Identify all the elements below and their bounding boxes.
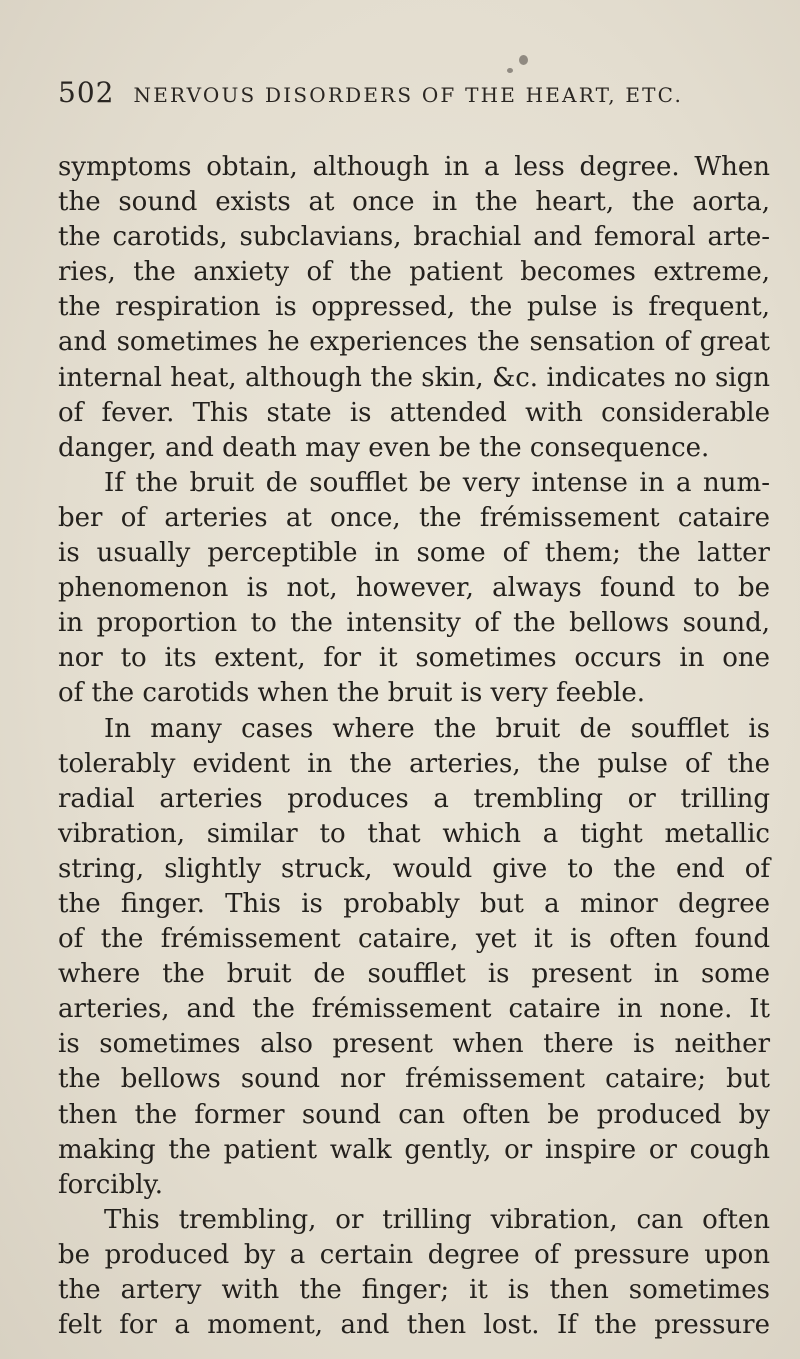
ink-blemish	[519, 55, 528, 65]
text-line: danger, and death may even be the consequence.	[58, 432, 710, 463]
body-text	[58, 150, 770, 1343]
text-line: radial arteries produces a trembling or trilling	[58, 783, 770, 814]
text-line: making the patient walk gently, or inspire or cough	[58, 1134, 770, 1165]
text-line: tolerably evident in the arteries, the pulse of the	[58, 748, 770, 779]
text-line: string, slightly struck, would give to the end of	[58, 853, 770, 884]
running-head-title: NERVOUS DISORDERS OF THE HEART, ETC.	[133, 83, 684, 107]
text-line: nor to its extent, for it sometimes occurs in one	[58, 643, 770, 674]
text-line: then the former sound can often be produced by	[58, 1099, 770, 1130]
text-line: the finger. This is probably but a minor degree	[58, 888, 770, 919]
text-line: is usually perceptible in some of them; the latter	[58, 538, 770, 569]
ink-blemish	[507, 68, 513, 73]
text-line: the artery with the finger; it is then sometimes	[58, 1275, 770, 1305]
text-line: ries, the anxiety of the patient becomes extreme,	[58, 257, 770, 288]
text-line: the carotids, subclavians, brachial and femoral arte-	[58, 222, 770, 253]
text-line: forcibly.	[58, 1169, 164, 1200]
paragraph	[58, 712, 770, 1203]
text-line: This trembling, or trilling vibration, can often	[104, 1204, 770, 1235]
paragraph	[58, 150, 770, 466]
text-line: phenomenon is not, however, always found to be	[58, 573, 770, 604]
paragraph	[58, 466, 770, 712]
text-line: the bellows sound nor frémissement cataire; but	[58, 1064, 770, 1095]
text-line: ber of arteries at once, the frémissement cataire	[58, 502, 770, 533]
text-line: If the bruit de soufflet be very intense in a num-	[104, 467, 770, 498]
text-line: where the bruit de soufflet is present in some	[58, 959, 770, 990]
text-line: the sound exists at once in the heart, the aorta,	[58, 187, 770, 218]
text-line: the respiration is oppressed, the pulse is frequent,	[58, 292, 770, 323]
page-number: 502	[58, 76, 115, 109]
paragraph	[58, 1203, 770, 1343]
text-line: arteries, and the frémissement cataire in none. It	[58, 994, 770, 1025]
text-line: symptoms obtain, although in a less degree. When	[58, 152, 770, 182]
text-line: of the carotids when the bruit is very feeble.	[58, 678, 646, 709]
text-line: in proportion to the intensity of the bellows sound,	[58, 608, 770, 639]
text-line: In many cases where the bruit de soufflet is	[104, 713, 770, 744]
text-line: vibration, similar to that which a tight metallic	[58, 818, 770, 849]
text-line: of fever. This state is attended with considerable	[58, 397, 770, 428]
text-line: internal heat, although the skin, &c. indicates no sign	[58, 362, 770, 393]
running-header	[58, 76, 778, 109]
text-line: is sometimes also present when there is neither	[58, 1029, 770, 1060]
text-line: be produced by a certain degree of pressure upon	[58, 1239, 770, 1270]
text-line: and sometimes he experiences the sensation of great	[58, 327, 770, 358]
text-line: felt for a moment, and then lost. If the pressure	[58, 1310, 770, 1341]
text-line: of the frémissement cataire, yet it is often found	[58, 924, 770, 955]
